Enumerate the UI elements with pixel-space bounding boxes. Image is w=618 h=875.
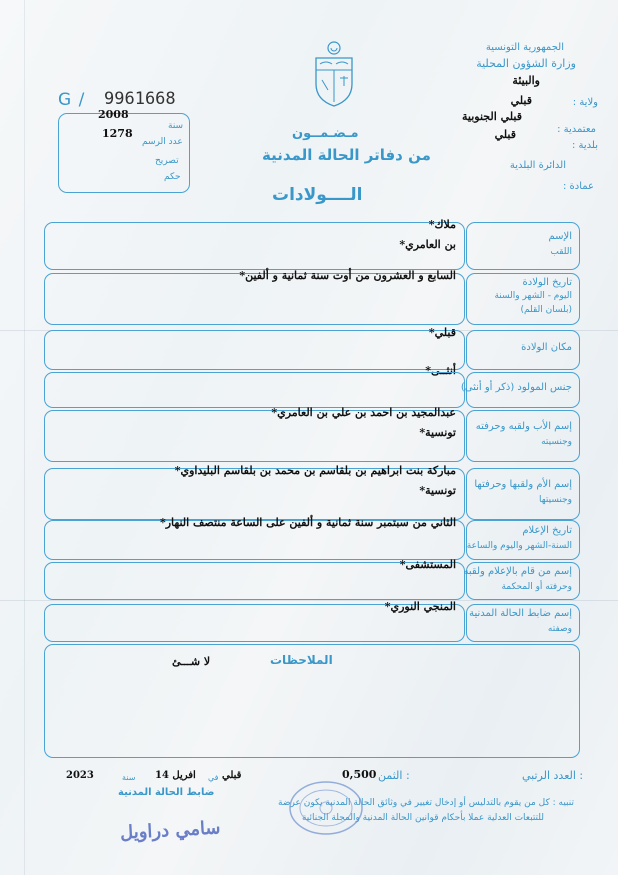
field-label: وصفته xyxy=(547,624,572,634)
field-label: السنة-الشهر واليوم والساعة xyxy=(466,541,572,551)
field-label-box xyxy=(466,410,580,462)
title-line1: مـضـمــون xyxy=(292,126,359,141)
footer-notice-line1: تنبيه : كل من يقوم بالتدليس أو إدخال تغيير في وثائق الحالة المدنية يكون عرضة xyxy=(278,798,574,808)
field-label: إسم ضابط الحالة المدنية xyxy=(469,608,572,619)
mutamadiya-label: معتمدية : xyxy=(557,124,596,135)
title-line2: من دفاتر الحالة المدنية xyxy=(262,146,431,164)
field-value: مباركة بنت ابراهيم بن بلقاسم بن محمد بن بلقاسم البليداوي* xyxy=(174,464,456,477)
field-value: تونسية* xyxy=(419,426,456,439)
field-label: جنس المولود (ذكر أو أنثى) xyxy=(460,382,572,393)
field-value-box xyxy=(44,330,465,370)
field-label: الإسم xyxy=(548,231,572,242)
field-label-box xyxy=(466,222,580,270)
remarks-label: الملاحظات xyxy=(270,653,333,667)
register-year-label: سنة xyxy=(168,121,184,131)
field-value: أنثــى* xyxy=(425,364,456,377)
remarks-value: لا شـــئ xyxy=(172,655,211,668)
field-label: وجنسيته xyxy=(541,437,572,447)
field-label: إسم الأب ولقبه وحرفته xyxy=(475,421,572,432)
footer-fee-label: الثمن : xyxy=(378,769,410,782)
field-label: وجنسيتها xyxy=(539,495,572,505)
register-correction-label: تصريح xyxy=(155,156,179,166)
ministry-title: وزارة الشؤون المحلية xyxy=(476,57,576,70)
section-title: الــــولادات xyxy=(272,185,363,205)
field-label: (بلسان القلم) xyxy=(520,305,572,315)
field-label: مكان الولادة xyxy=(521,342,572,353)
footer-officer-label: ضابط الحالة المدنية xyxy=(118,787,215,798)
field-label: إسم من قام بالإعلام ولقبه xyxy=(463,566,572,577)
serial-prefix: G / xyxy=(58,90,86,110)
mutamadiya-value: قبلي الجنوبية xyxy=(461,110,522,123)
field-value: السابع و العشرون من أوت سنة ثمانية و ألفين* xyxy=(239,269,456,282)
officer-signature: سامي دراويل xyxy=(119,817,222,844)
register-year-value: 2008 xyxy=(98,108,129,121)
imada-label: عمادة : xyxy=(562,181,594,192)
field-value-box xyxy=(44,372,465,408)
field-label: إسم الأم ولقبها وحرفتها xyxy=(474,479,572,490)
footer-year-label: سنة xyxy=(122,773,136,782)
baladiya-label: بلدية : xyxy=(571,140,598,151)
field-label: تاريخ الولادة xyxy=(522,277,572,288)
footer-date-value: 14 افريل xyxy=(155,770,196,781)
field-value: قبلي* xyxy=(428,326,456,339)
field-label: اليوم - الشهر والسنة xyxy=(494,291,572,301)
footer-date-prefix: في xyxy=(208,773,219,782)
wilaya-value: قبلي xyxy=(510,94,532,107)
field-value: المستشفى* xyxy=(399,558,456,571)
field-value: عبدالمجيد بن احمد بن علي بن العامري* xyxy=(271,406,456,419)
field-label: تاريخ الإعلام xyxy=(522,525,572,536)
footer-year-value: 2023 xyxy=(66,770,94,781)
field-value: تونسية* xyxy=(419,484,456,497)
field-value: ملاك* xyxy=(428,218,456,231)
field-value: الثاني من سبتمبر سنة ثمانية و ألفين على الساعة منتصف النهار* xyxy=(159,516,456,529)
fold-line xyxy=(24,0,25,875)
register-number-label: عدد الرسم xyxy=(142,137,183,147)
republic-title: الجمهورية التونسية xyxy=(485,42,564,53)
fold-line xyxy=(0,600,618,601)
footer-fee-value: 0,500 xyxy=(342,768,377,781)
baladiya-value: قبلي xyxy=(494,128,516,141)
field-label-box xyxy=(466,468,580,520)
field-value: بن العامري* xyxy=(399,238,456,251)
ministry-handwritten: والبيئة xyxy=(512,74,540,87)
footer-notice-line2: للتتبعات العدلية عملا بأحكام قوانين الحالة المدنية والمجلة الجنائية xyxy=(301,813,544,823)
footer-city: قبلي xyxy=(222,770,242,781)
field-value: المنجي النوري* xyxy=(384,600,456,613)
field-label: اللقب xyxy=(550,247,572,257)
register-number-value: 1278 xyxy=(102,127,133,140)
serial-number: 9961668 xyxy=(104,89,176,109)
wilaya-label: ولاية : xyxy=(572,97,598,108)
field-label: وحرفته أو المحكمة xyxy=(501,582,572,592)
official-stamp-icon xyxy=(286,778,366,838)
register-judgment-label: حكم xyxy=(164,172,181,182)
coat-of-arms-icon xyxy=(310,40,358,110)
daira-label: الدائرة البلدية xyxy=(509,160,566,171)
footer-number-label: العدد الرتبي : xyxy=(522,769,584,782)
